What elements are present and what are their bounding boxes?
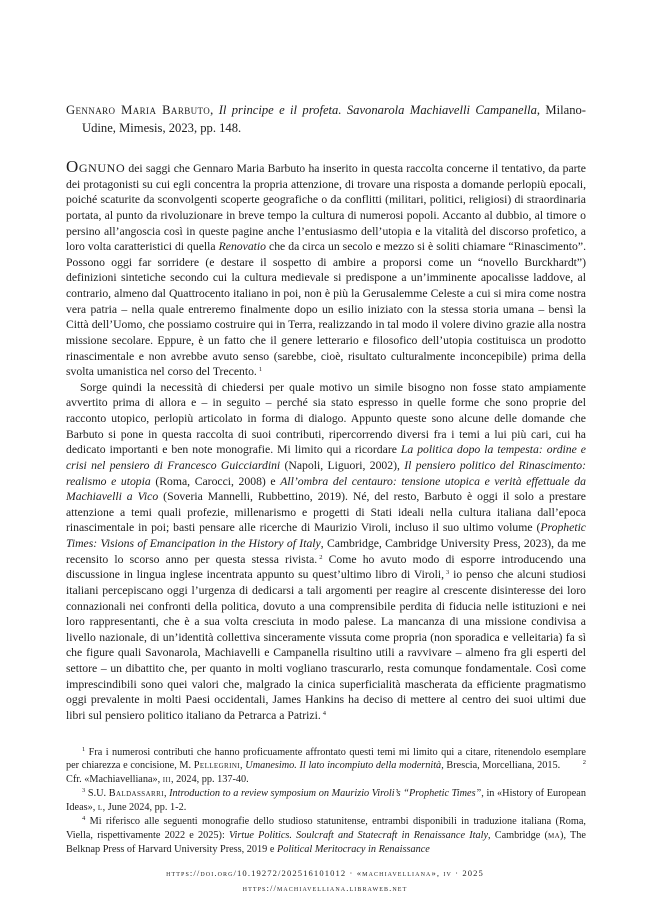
- footnote-3-sep: ,: [163, 788, 170, 800]
- footer-doi-line[interactable]: https://doi.org/10.19272/202516101012 · «machiavelliana», iv · 2025: [166, 868, 484, 878]
- footnote-3-pages: , June 2024, pp. 1-2.: [102, 801, 187, 813]
- paragraph-2: [66, 380, 586, 724]
- paragraph-1-text-cont: che da circa un secolo e mezzo si è soliti chiamare “Rinascimento”. Possono oggi far sorridere (e destare il sospetto di ambire a proporsi come un “novello Burckhardt”) definizioni sintetiche secondo cui la cultura medievale si predispone a un’imminente apocalisse laddove, al contrario, almeno dal Quattrocento italiano in poi, non è più la Gerusalemme Celeste a cui si mira come nostra vera patria – nella quale entreremo finalmente dopo un esilio iniziato con la stessa storia umana – bensì la Città dell’Uomo, che possiamo costruire qui in Terra, realizzando in tal modo il volere divino grazie alla nostra missione secolare. Eppure, è un fatto che il genere letterario e filosofico dell’utopia costituisca un prodotto rinascimentale e non avrebbe avuto senso (sarebbe, cioè, risultato culturalmente inconcepibile) prima della svolta umanistica nel corso del Trecento.: [66, 240, 586, 379]
- page-content: [66, 101, 586, 857]
- paragraph-2-text-c: (Roma, Carocci, 2008) e: [150, 474, 281, 488]
- footnote-number-4: 4: [82, 815, 86, 823]
- footnote-1-2: [66, 746, 586, 787]
- footnote-2-pages: , 2024, pp. 137-40.: [170, 773, 249, 785]
- paragraph-2-text-b: (Napoli, Liguori, 2002),: [280, 458, 405, 472]
- review-author: Gennaro Maria Barbuto: [66, 103, 211, 117]
- review-heading: [66, 101, 586, 137]
- footnote-1-pub: , Brescia, Morcelliana, 2015.: [441, 760, 561, 772]
- paragraph-2-text-d: (Soveria Mannelli, Rubbettino, 2019). Né, del resto, Barbuto è oggi il solo a prestare attenzione a temi quali profezie, millenarismo e progetti di Stati ideali nella cultura italiana dall’epoca rinascimentale in poi; basti pensare alle ricerche di Maurizio Viroli, incluso il suo ultimo volume (: [66, 490, 586, 535]
- paragraph-2-text-f: Come ho avuto modo di esporre introducendo una discussione in lingua inglese incentrata appunto su quest’ultimo libro di Viroli,: [66, 552, 586, 582]
- footnote-1-sep: ,: [240, 760, 246, 772]
- paragraph-1-text: dei saggi che Gennaro Maria Barbuto ha inserito in questa raccolta concerne il tentativo, da parte dei protagonisti su cui egli concentra la propria attenzione, di trovare una risposta a domande perlopiù epocali, poiché scaturite da sconvolgenti scoperte geografiche o da conflitti (militari, politici, religiosi) di straordinaria portata, al punto da rivoluzionare in breve tempo la cultura di numerosi popoli. Accanto al dubbio, al timore o persino all’angoscia così in queste pagine anche l’entusiasmo dell’utopia e la vitalità del discorso profetico, a loro volta caratteristici di quella: [66, 162, 586, 254]
- footnote-ref-2[interactable]: 2: [319, 553, 323, 561]
- footnote-3: [66, 787, 586, 814]
- footnote-ref-4[interactable]: 4: [322, 709, 327, 717]
- footnote-4-text-b: , Cambridge (: [488, 830, 548, 842]
- footnote-1-title: Umanesimo. Il lato incompiuto della modernità: [245, 760, 442, 772]
- opening-word: Ognuno: [66, 157, 126, 176]
- footnote-4-state: ma: [547, 830, 561, 842]
- footnote-3-volume: l: [97, 801, 103, 813]
- footnote-4: [66, 815, 586, 856]
- footnote-4-text: Mi riferisco alle seguenti monografie dello studioso statunitense, entrambi disponibili in traduzione italiana (Roma, Viella, rispettivamente 2022 e 2025):: [66, 816, 586, 842]
- review-book-title: Il principe e il profeta. Savonarola Machiavelli Campanella: [218, 103, 537, 117]
- footnote-3-title: Introduction to a review symposium on Maurizio Viroli’s “Prophetic Times”: [169, 788, 482, 800]
- cited-title-centauro: All’ombra del centauro: tensione utopica e verità effettuale da Machiavelli a Vico: [66, 474, 586, 504]
- footnote-number-3: 3: [82, 787, 86, 795]
- paragraph-2-text-g: io penso che alcuni studiosi italiani percepiscano oggi l’urgenza di dedicarsi a tali argomenti per reagire al crescente disinteresse dei loro connazionali nei confronti della politica, dovuto a una comprensibile perdita di fiducia nelle istituzioni e nei loro rappresentanti, che è a sua volta cresciuta in modo palese. La mancanza di una missione condivisa a livello nazionale, di un’identità collettiva sinceramente vissuta come propria (non sporadica e velleitaria) fa sì che figure quali Savonarola, Machiavelli e Campanella risultino utili a ravvivare – almeno fra gli esperti del settore – un dibattito che, per quanto in molti vogliano trascurarlo, resta comunque fondamentale. Così come imprescindibili sono quei valori che, malgrado la cinica superficialità mascherata da efficiente pragmatismo oggi prevalente in molti Paesi occidentali, James Hankins ha deciso di mettere al centro dei suoi ultimi due libri sul pensiero politico italiano da Petrarca a Patrizi.: [66, 568, 586, 722]
- paragraph-1: [66, 159, 586, 380]
- review-body: [66, 159, 586, 724]
- footnote-number-2: 2: [582, 759, 586, 767]
- footnote-1-author: Pellegrini: [193, 760, 241, 772]
- cited-title-guicciardini: La politica dopo la tempesta: ordine e crisi nel pensiero di Francesco Guicciardini: [66, 443, 586, 472]
- paragraph-2-text-e: , Cambridge, Cambridge University Press, 2023), da me recensito lo scorso anno per questa stessa rivista.: [66, 537, 586, 566]
- footnote-4-title-2: Political Meritocracy in Renaissance: [276, 843, 430, 855]
- footnote-2-volume: iii: [162, 773, 171, 785]
- footnote-1-text: Fra i numerosi contributi che hanno proficuamente affrontato questi temi mi limito qui a citare, ritenendolo esemplare per chiarezza e concisione, M.: [66, 746, 586, 772]
- review-separator: ,: [210, 103, 219, 117]
- renovatio-term: Renovatio: [218, 240, 267, 254]
- footnote-ref-1[interactable]: 1: [258, 366, 263, 374]
- review-publication-info: , Milano-Udine, Mimesis, 2023, pp. 148.: [82, 103, 586, 135]
- footnote-2-text: Cfr. «Machiavelliana»,: [66, 773, 163, 785]
- footnote-4-text-c: ), The Belknap Press of Harvard University Press, 2019 e: [66, 830, 586, 855]
- footer-website-link[interactable]: https://machiavelliana.libraweb.net: [242, 883, 408, 893]
- footnote-3-text: S.U.: [85, 788, 109, 800]
- cited-title-pensiero-politico: Il pensiero politico del Rinascimento: realismo e utopia: [66, 458, 586, 488]
- footnote-4-title-1: Virtue Politics. Soulcraft and Statecraft in Renaissance Italy: [229, 830, 489, 842]
- footnote-ref-3[interactable]: 3: [446, 569, 450, 577]
- cited-title-prophetic-times: Prophetic Times: Visions of Emancipation in the History of Italy: [66, 521, 586, 550]
- footnotes: [66, 746, 586, 857]
- footnote-3-author: Baldassarri: [108, 788, 164, 800]
- footnote-3-journal: , in «History of European Ideas»,: [66, 788, 586, 813]
- footnote-number-1: 1: [82, 745, 86, 753]
- paragraph-2-text-a: Sorge quindi la necessità di chiedersi per quale motivo un simile bisogno non fosse stato ampiamente avvertito prima di allora e – in seguito – perché sia stato espresso in quelle forme che sono proprie del racconto utopico, perlopiù articolato in forma di dialogo. Appunto queste sono alcune delle domande che Barbuto si pone in questa raccolta di suoi contributi, ripercorrendo diversi fra i temi a lui più cari, cui ha dedicato importanti e ben note monografie. Mi limito qui a ricordare: [66, 380, 586, 457]
